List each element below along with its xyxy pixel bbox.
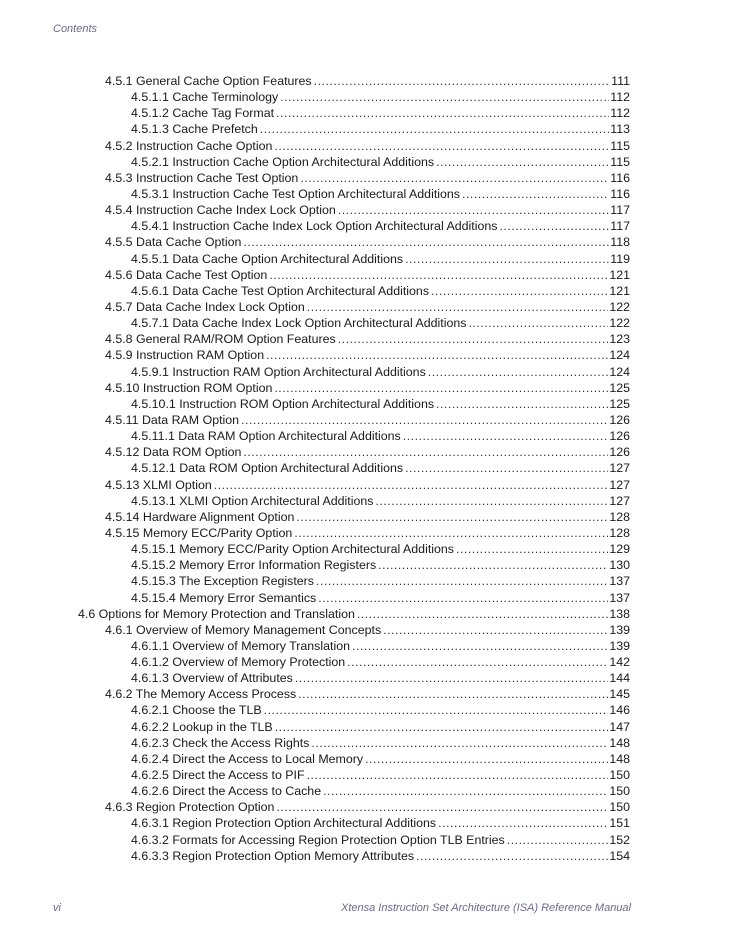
toc-entry-title: 4.5.11.1 Data RAM Option Architectural Additions — [131, 429, 401, 444]
toc-entry-title: 4.6.2.1 Choose the TLB — [131, 703, 262, 718]
toc-entry-title: 4.6.1 Overview of Memory Management Concepts — [105, 622, 382, 637]
toc-entry[interactable] — [0, 590, 735, 606]
toc-leader-dots — [296, 509, 608, 525]
toc-entry-title: 4.5.1 General Cache Option Features — [105, 74, 312, 88]
toc-entry[interactable] — [0, 848, 735, 864]
toc-entry-title: 4.6.3.2 Formats for Accessing Region Protection Option TLB Entries — [131, 832, 505, 847]
toc-entry-page: 142 — [609, 655, 630, 670]
toc-entry[interactable] — [0, 251, 735, 267]
toc-entry-title: 4.6.2.5 Direct the Access to PIF — [131, 768, 305, 783]
toc-entry[interactable] — [0, 573, 735, 589]
toc-entry[interactable] — [0, 493, 735, 509]
toc-entry-page: 154 — [609, 848, 630, 863]
toc-leader-dots — [214, 477, 609, 493]
toc-leader-dots — [243, 234, 609, 250]
toc-entry[interactable] — [0, 832, 735, 848]
toc-entry-page: 126 — [609, 445, 630, 460]
toc-entry-page: 150 — [609, 784, 630, 799]
toc-entry-page: 150 — [609, 800, 630, 815]
toc-entry-page: 139 — [609, 622, 630, 637]
toc-entry-title: 4.5.10 Instruction ROM Option — [105, 380, 273, 395]
toc-entry-page: 121 — [609, 267, 630, 282]
toc-entry[interactable] — [0, 380, 735, 396]
toc-entry[interactable] — [0, 509, 735, 525]
toc-entry-title: 4.6.3.3 Region Protection Option Memory Attributes — [131, 848, 415, 863]
toc-entry-page: 147 — [609, 719, 630, 734]
toc-leader-dots — [507, 832, 609, 848]
toc-leader-dots — [468, 315, 608, 331]
toc-entry-page: 127 — [609, 461, 630, 476]
toc-entry[interactable] — [0, 460, 735, 476]
toc-entry-title: 4.5.6.1 Data Cache Test Option Architectural Additions — [131, 283, 430, 298]
toc-leader-dots — [323, 783, 608, 799]
toc-entry-title: 4.5.15.2 Memory Error Information Registers — [131, 558, 377, 573]
toc-entry-page: 122 — [609, 316, 630, 331]
toc-entry-title: 4.5.4 Instruction Cache Index Lock Option — [105, 203, 336, 218]
toc-entry[interactable] — [0, 815, 735, 831]
toc-leader-dots — [314, 73, 611, 89]
toc-entry[interactable] — [0, 364, 735, 380]
toc-entry-title: 4.6.3 Region Protection Option — [105, 800, 275, 815]
toc-entry-title: 4.5.9.1 Instruction RAM Option Architectural Additions — [131, 364, 426, 379]
toc-leader-dots — [405, 251, 609, 267]
toc-leader-dots — [357, 606, 608, 622]
toc-entry-title: 4.5.5.1 Data Cache Option Architectural Additions — [131, 251, 404, 266]
toc-entry-title: 4.5.8 General RAM/ROM Option Features — [105, 332, 336, 347]
toc-entry[interactable] — [0, 186, 735, 202]
toc-entry-title: 4.5.15.4 Memory Error Semantics — [131, 590, 317, 605]
toc-entry-page: 138 — [609, 606, 630, 621]
toc-entry-title: 4.5.12.1 Data ROM Option Architectural Additions — [131, 461, 404, 476]
toc-entry-page: 126 — [609, 412, 630, 427]
toc-entry[interactable] — [0, 654, 735, 670]
toc-entry-title: 4.5.12 Data ROM Option — [105, 445, 242, 460]
toc-entry-page: 139 — [609, 638, 630, 653]
toc-entry-page: 130 — [609, 558, 630, 573]
toc-leader-dots — [462, 186, 609, 202]
toc-entry-page: 119 — [610, 251, 630, 266]
toc-entry-page: 146 — [609, 703, 630, 718]
toc-leader-dots — [436, 154, 609, 170]
toc-entry-page: 113 — [610, 122, 630, 137]
toc-entry-title: 4.6.1.2 Overview of Memory Protection — [131, 655, 346, 670]
toc-entry-page: 124 — [609, 348, 630, 363]
toc-entry-title: 4.5.5 Data Cache Option — [105, 235, 242, 250]
toc-entry-page: 112 — [610, 106, 630, 121]
toc-leader-dots — [260, 121, 609, 137]
toc-entry[interactable] — [0, 170, 735, 186]
toc-leader-dots — [347, 654, 608, 670]
toc-entry[interactable] — [0, 202, 735, 218]
toc-leader-dots — [428, 364, 609, 380]
toc-leader-dots — [438, 815, 608, 831]
toc-entry[interactable] — [0, 541, 735, 557]
toc-entry[interactable] — [0, 622, 735, 638]
toc-entry-page: 150 — [609, 768, 630, 783]
toc-leader-dots — [300, 170, 609, 186]
toc-leader-dots — [298, 686, 608, 702]
toc-entry-title: 4.5.15 Memory ECC/Parity Option — [105, 525, 293, 540]
toc-entry-page: 127 — [609, 477, 630, 492]
toc-entry[interactable] — [0, 751, 735, 767]
toc-entry[interactable] — [0, 525, 735, 541]
toc-entry[interactable] — [0, 396, 735, 412]
toc-entry-title: 4.6.1.1 Overview of Memory Translation — [131, 638, 350, 653]
toc-entry[interactable] — [0, 412, 735, 428]
toc-entry-page: 128 — [609, 509, 630, 524]
toc-entry[interactable] — [0, 89, 735, 105]
toc-entry-page: 129 — [609, 542, 630, 557]
toc-entry-page: 123 — [609, 332, 630, 347]
toc-leader-dots — [274, 380, 608, 396]
toc-entry[interactable] — [0, 218, 735, 234]
toc-leader-dots — [431, 283, 608, 299]
toc-entry[interactable] — [0, 121, 735, 137]
toc-entry[interactable] — [0, 799, 735, 815]
toc-entry-title: 4.5.11 Data RAM Option — [105, 412, 240, 427]
toc-leader-dots — [264, 702, 609, 718]
toc-entry[interactable] — [0, 283, 735, 299]
toc-entry-title: 4.5.10.1 Instruction ROM Option Architectural Additions — [131, 396, 435, 411]
toc-entry-title: 4.5.15.1 Memory ECC/Parity Option Architectural Additions — [131, 542, 454, 557]
toc-entry-page: 144 — [609, 671, 630, 686]
toc-leader-dots — [405, 460, 608, 476]
toc-entry-page: 117 — [610, 203, 630, 218]
toc-entry-title: 4.6.1.3 Overview of Attributes — [131, 671, 293, 686]
toc-entry[interactable] — [0, 638, 735, 654]
toc-leader-dots — [294, 525, 608, 541]
toc-entry-title: 4.5.6 Data Cache Test Option — [105, 267, 268, 282]
toc-entry-page: 148 — [609, 735, 630, 750]
toc-entry-page: 111 — [611, 74, 630, 88]
toc-entry[interactable] — [0, 154, 735, 170]
toc-entry-title: 4.6.3.1 Region Protection Option Architectural Additions — [131, 816, 437, 831]
toc-entry-page: 117 — [610, 219, 630, 234]
toc-entry-title: 4.5.2.1 Instruction Cache Option Architectural Additions — [131, 154, 435, 169]
toc-entry-page: 126 — [609, 429, 630, 444]
toc-leader-dots — [243, 444, 608, 460]
toc-entry-page: 145 — [609, 687, 630, 702]
toc-entry-title: 4.5.1.2 Cache Tag Format — [131, 106, 275, 121]
toc-entry-page: 116 — [610, 170, 630, 185]
toc-entry-title: 4.5.9 Instruction RAM Option — [105, 348, 265, 363]
toc-entry[interactable] — [0, 444, 735, 460]
toc-entry-title: 4.5.3 Instruction Cache Test Option — [105, 170, 299, 185]
toc-entry-page: 125 — [609, 396, 630, 411]
toc-entry-title: 4.5.7 Data Cache Index Lock Option — [105, 299, 305, 314]
toc-leader-dots — [383, 622, 608, 638]
toc-entry-title: 4.5.13 XLMI Option — [105, 477, 212, 492]
toc-leader-dots — [352, 638, 608, 654]
toc-leader-dots — [318, 590, 608, 606]
page-number: vi — [53, 902, 61, 914]
toc-entry-title: 4.5.14 Hardware Alignment Option — [105, 509, 295, 524]
toc-leader-dots — [338, 331, 609, 347]
toc-entry-title: 4.5.1.3 Cache Prefetch — [131, 122, 258, 137]
toc-entry-page: 122 — [609, 299, 630, 314]
toc-entry-page: 118 — [610, 235, 630, 250]
table-of-contents — [0, 73, 735, 864]
toc-leader-dots — [274, 138, 609, 154]
toc-entry[interactable] — [0, 719, 735, 735]
toc-leader-dots — [276, 799, 608, 815]
toc-entry-page: 115 — [610, 154, 630, 169]
toc-entry-title: 4.5.3.1 Instruction Cache Test Option Architectural Additions — [131, 186, 460, 201]
toc-entry-title: 4.6.2.2 Lookup in the TLB — [131, 719, 273, 734]
toc-leader-dots — [266, 347, 608, 363]
toc-entry-page: 148 — [609, 751, 630, 766]
toc-leader-dots — [456, 541, 608, 557]
toc-entry-title: 4.5.2 Instruction Cache Option — [105, 138, 273, 153]
toc-entry[interactable] — [0, 767, 735, 783]
toc-entry[interactable] — [0, 606, 735, 622]
toc-entry[interactable] — [0, 347, 735, 363]
toc-entry-page: 121 — [609, 283, 630, 298]
toc-leader-dots — [499, 218, 609, 234]
toc-entry-page: 127 — [609, 493, 630, 508]
toc-entry[interactable] — [0, 267, 735, 283]
manual-title: Xtensa Instruction Set Architecture (ISA) Reference Manual — [340, 902, 631, 914]
toc-entry[interactable] — [0, 428, 735, 444]
toc-entry-title: 4.5.4.1 Instruction Cache Index Lock Option Architectural Additions — [131, 219, 498, 234]
toc-entry[interactable] — [0, 557, 735, 573]
toc-leader-dots — [276, 105, 609, 121]
toc-entry[interactable] — [0, 477, 735, 493]
toc-entry[interactable] — [0, 331, 735, 347]
toc-leader-dots — [375, 493, 608, 509]
toc-entry[interactable] — [0, 105, 735, 121]
toc-entry-page: 124 — [609, 364, 630, 379]
toc-entry-title: 4.6 Options for Memory Protection and Translation — [78, 606, 355, 621]
toc-leader-dots — [378, 557, 608, 573]
toc-entry-page: 112 — [610, 90, 630, 105]
toc-entry[interactable] — [0, 299, 735, 315]
toc-entry-page: 115 — [610, 138, 630, 153]
toc-entry[interactable] — [0, 138, 735, 154]
toc-leader-dots — [436, 396, 608, 412]
toc-entry-title: 4.5.13.1 XLMI Option Architectural Additions — [131, 493, 374, 508]
toc-leader-dots — [338, 202, 609, 218]
toc-entry[interactable] — [0, 783, 735, 799]
toc-entry[interactable] — [0, 735, 735, 751]
running-head: Contents — [53, 23, 98, 35]
toc-entry-page: 152 — [609, 832, 630, 847]
toc-entry[interactable] — [0, 234, 735, 250]
toc-leader-dots — [311, 735, 608, 751]
toc-entry[interactable] — [0, 686, 735, 702]
toc-entry-page: 137 — [609, 574, 630, 589]
toc-leader-dots — [403, 428, 609, 444]
toc-entry-title: 4.6.2.3 Check the Access Rights — [131, 735, 310, 750]
toc-entry-title: 4.6.2.6 Direct the Access to Cache — [131, 784, 322, 799]
toc-entry-title: 4.6.2.4 Direct the Access to Local Memory — [131, 751, 364, 766]
toc-leader-dots — [295, 670, 608, 686]
toc-leader-dots — [280, 89, 609, 105]
toc-entry[interactable] — [0, 670, 735, 686]
toc-leader-dots — [416, 848, 608, 864]
toc-leader-dots — [307, 767, 609, 783]
toc-entry-page: 151 — [609, 816, 630, 831]
toc-entry[interactable] — [0, 702, 735, 718]
toc-entry-title: 4.5.7.1 Data Cache Index Lock Option Architectural Additions — [131, 316, 467, 331]
toc-entry-title: 4.5.15.3 The Exception Registers — [131, 574, 314, 589]
toc-leader-dots — [307, 299, 609, 315]
toc-entry-page: 116 — [610, 186, 630, 201]
toc-entry[interactable] — [0, 73, 735, 89]
toc-leader-dots — [275, 719, 609, 735]
toc-leader-dots — [269, 267, 608, 283]
toc-leader-dots — [316, 573, 608, 589]
toc-entry[interactable] — [0, 315, 735, 331]
toc-entry-page: 137 — [609, 590, 630, 605]
toc-entry-page: 125 — [609, 380, 630, 395]
toc-entry-title: 4.6.2 The Memory Access Process — [105, 687, 297, 702]
toc-entry-page: 128 — [609, 525, 630, 540]
toc-leader-dots — [365, 751, 608, 767]
toc-leader-dots — [241, 412, 608, 428]
toc-entry-title: 4.5.1.1 Cache Terminology — [131, 90, 279, 105]
